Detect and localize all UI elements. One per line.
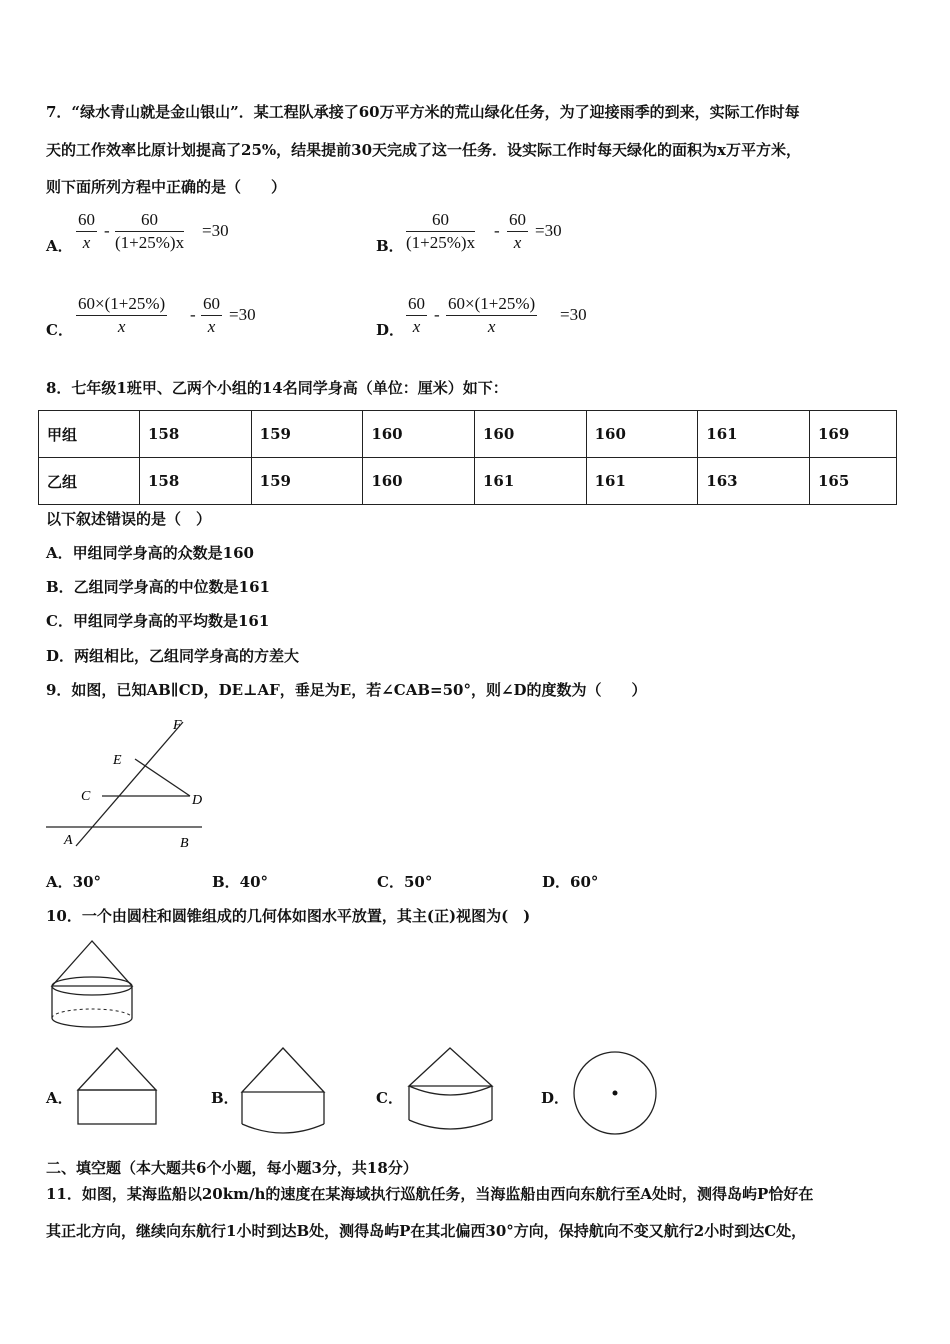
q7-option-c-label[interactable]: C． (46, 321, 73, 339)
q7-option-b-label[interactable]: B． (376, 237, 404, 255)
value-cell: 159 (251, 458, 363, 505)
q10-option-d-label[interactable]: D． (541, 1089, 570, 1107)
numerator: 60 (406, 293, 427, 316)
label-a: A (64, 833, 73, 848)
value-cell: 160 (474, 411, 586, 458)
height-table (38, 410, 897, 505)
value-cell: 159 (251, 411, 363, 458)
value-cell: 158 (140, 411, 252, 458)
label-f: F (173, 718, 182, 733)
value-cell: 161 (698, 411, 810, 458)
value-cell: 163 (698, 458, 810, 505)
q7-d-fraction-2 (446, 293, 537, 338)
q11-line-1: 11．如图，某海监船以20km/h的速度在某海域执行巡航任务，当海监船由西向东航行至A处时，测得岛屿P恰好在 (46, 1185, 814, 1203)
q8-stem: 以下叙述错误的是（ ） (46, 510, 212, 528)
q8-option-a[interactable]: A．甲组同学身高的众数是160 (46, 544, 254, 562)
q7-b-fraction-1 (406, 209, 475, 254)
value-cell: 160 (363, 458, 475, 505)
numerator: 60 (76, 209, 97, 232)
q8-option-d[interactable]: D．两组相比，乙组同学身高的方差大 (46, 647, 300, 665)
q7-c-fraction-1 (76, 293, 167, 338)
q9-option-c[interactable]: C．50° (377, 873, 433, 891)
numerator: 60×(1+25%) (76, 293, 167, 316)
q7-line-3: 则下面所列方程中正确的是（ ） (46, 178, 287, 196)
denominator: x (117, 317, 126, 336)
q8-option-c[interactable]: C．甲组同学身高的平均数是161 (46, 612, 270, 630)
q10-option-b-figure[interactable] (238, 1044, 330, 1140)
q10-option-a-label[interactable]: A． (46, 1089, 73, 1107)
label-e: E (113, 753, 122, 768)
group-cell: 乙组 (39, 458, 140, 505)
q10-option-a-figure[interactable] (74, 1044, 166, 1130)
label-c: C (81, 789, 91, 804)
table-row (39, 458, 897, 505)
denominator: (1+25%)x (406, 233, 476, 252)
section-heading: 二、填空题（本大题共6个小题，每小题3分，共18分） (46, 1159, 418, 1177)
q8-option-b[interactable]: B．乙组同学身高的中位数是161 (46, 578, 270, 596)
numerator: 60 (115, 209, 184, 232)
numerator: 60 (507, 209, 528, 232)
minus-sign: - (494, 221, 500, 240)
q7-c-fraction-2 (201, 293, 222, 338)
q7-a-fraction-1 (76, 209, 97, 254)
q10-line-1: 10．一个由圆柱和圆锥组成的几何体如图水平放置，其主(正)视图为( ) (46, 907, 531, 925)
q7-option-d-label[interactable]: D． (376, 321, 405, 339)
q9-option-b[interactable]: B．40° (212, 873, 269, 891)
denominator: x (412, 317, 421, 336)
q7-a-fraction-2 (115, 209, 184, 254)
q7-option-a-label[interactable]: A． (46, 237, 73, 255)
equals-thirty: =30 (535, 221, 562, 240)
q9-geometry-figure (40, 714, 210, 854)
value-cell: 169 (810, 411, 897, 458)
denominator: x (207, 317, 216, 336)
value-cell: 161 (474, 458, 586, 505)
q9-line-1: 9．如图，已知AB∥CD，DE⊥AF，垂足为E，若∠CAB=50°，则∠D的度数为（ ） (46, 681, 647, 699)
q11-line-2: 其正北方向，继续向东航行1小时到达B处，测得岛屿P在其北偏西30°方向，保持航向不变又航行2小时到达C处， (46, 1222, 807, 1240)
denominator: x (82, 233, 91, 252)
label-b: B (180, 836, 189, 851)
numerator: 60 (406, 209, 475, 232)
q8-line-1: 8．七年级1班甲、乙两个小组的14名同学身高（单位：厘米）如下： (46, 379, 508, 397)
q10-option-b-label[interactable]: B． (211, 1089, 239, 1107)
minus-sign: - (434, 305, 440, 324)
q7-line-1: 7．“绿水青山就是金山银山”．某工程队承接了60万平方米的荒山绿化任务，为了迎接雨季的到来，实际工作时每 (46, 103, 800, 121)
value-cell: 158 (140, 458, 252, 505)
denominator: (1+25%)x (115, 233, 185, 252)
value-cell: 165 (810, 458, 897, 505)
numerator: 60 (201, 293, 222, 316)
denominator: x (513, 233, 522, 252)
q7-d-fraction-1 (406, 293, 427, 338)
label-d: D (192, 793, 203, 808)
q7-b-fraction-2 (507, 209, 528, 254)
q9-option-a[interactable]: A．30° (46, 873, 102, 891)
minus-sign: - (190, 305, 196, 324)
q7-line-2: 天的工作效率比原计划提高了25%，结果提前30天完成了这一任务．设实际工作时每天绿化的面积为x万平方米， (46, 141, 801, 159)
equals-thirty: =30 (202, 221, 229, 240)
q10-option-c-label[interactable]: C． (376, 1089, 403, 1107)
group-cell: 甲组 (39, 411, 140, 458)
q9-option-d[interactable]: D．60° (542, 873, 599, 891)
minus-sign: - (104, 221, 110, 240)
q10-option-c-figure[interactable] (404, 1044, 500, 1140)
table-row (39, 411, 897, 458)
value-cell: 160 (363, 411, 475, 458)
numerator: 60×(1+25%) (446, 293, 537, 316)
value-cell: 161 (586, 458, 698, 505)
equals-thirty: =30 (560, 305, 587, 324)
equals-thirty: =30 (229, 305, 256, 324)
q10-option-d-figure[interactable] (570, 1048, 660, 1138)
q10-solid-figure (44, 936, 144, 1034)
value-cell: 160 (586, 411, 698, 458)
denominator: x (487, 317, 496, 336)
